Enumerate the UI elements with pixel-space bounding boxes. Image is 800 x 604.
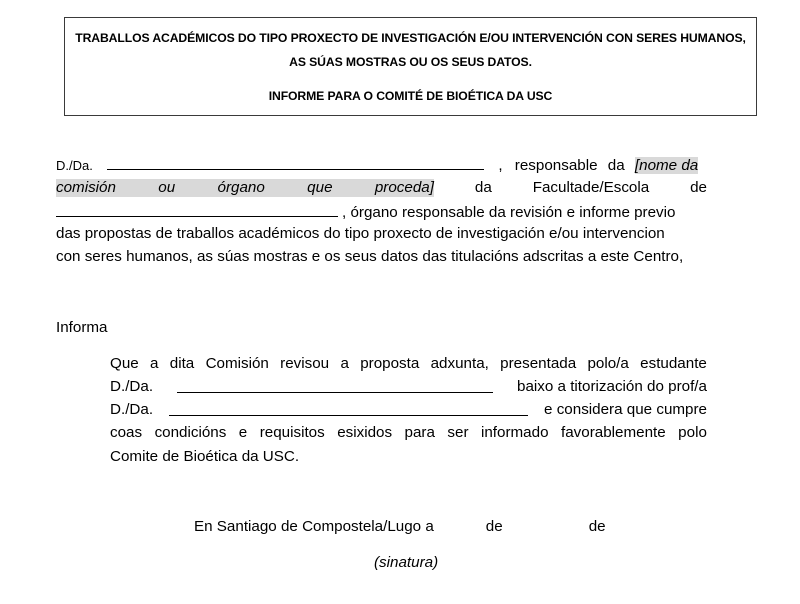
para2-line2 [110, 378, 707, 396]
header-title-line2: AS SÚAS MOSTRAS OU OS SEUS DATOS. [289, 55, 532, 69]
word: ser [447, 424, 469, 441]
comma-text: , [498, 157, 503, 174]
dda-label: D./Da. [56, 158, 93, 173]
word: Que [110, 355, 139, 372]
facultade-text: Facultade/Escola [532, 179, 650, 196]
da-text: da [607, 157, 625, 174]
word: e [238, 424, 248, 441]
word: Comisión [205, 355, 269, 372]
word: polo [678, 424, 707, 441]
para2-line1 [110, 355, 707, 373]
titorizacion-text: baixo a titorización do prof/a [517, 378, 707, 395]
word: a [150, 355, 159, 372]
word: proposta [360, 355, 420, 372]
placeholder-word: proceda] [374, 179, 434, 196]
placeholder-word: comisión [56, 179, 116, 196]
header-title-line1: TRABALLOS ACADÉMICOS DO TIPO PROXECTO DE INVESTIGACIÓN E/OU INTERVENCIÓN CON SERES HUMANOS, [75, 31, 746, 45]
dda-label: D./Da. [110, 378, 154, 395]
placeholder-word: ou [158, 179, 176, 196]
word: requisitos [259, 424, 325, 441]
place-text: En Santiago de Compostela/Lugo a [194, 518, 434, 535]
word: revisou [280, 355, 330, 372]
placeholder-word: órgano [217, 179, 265, 196]
word: adxunta, [430, 355, 489, 372]
para2-line4 [110, 424, 707, 442]
considera-text: e considera que cumpre [544, 401, 707, 418]
signature-label: (sinatura) [374, 554, 439, 571]
informa-heading: Informa [56, 319, 108, 336]
word: dita [169, 355, 195, 372]
para1-line4: das propostas de traballos académicos do tipo proxecto de investigación e/ou intervencion [56, 225, 665, 242]
dda-label: D./Da. [110, 401, 154, 418]
word: esixidos [337, 424, 393, 441]
para1-line1 [56, 155, 707, 175]
placeholder-comision-highlight [56, 179, 434, 197]
name-blank-field[interactable] [107, 155, 484, 170]
de-text-1: de [485, 518, 503, 535]
word: a [340, 355, 349, 372]
closing-place-date [194, 518, 606, 536]
word: estudante [640, 355, 707, 372]
para2-line5: Comite de Bioética da USC. [110, 448, 300, 465]
word: polo/a [587, 355, 629, 372]
de-text-2: de [588, 518, 606, 535]
word: coas [110, 424, 143, 441]
para1-line3 [56, 202, 675, 222]
para1-line5: con seres humanos, as súas mostras e os seus datos das titulacións adscritas a este Centro, [56, 248, 684, 265]
organo-text: , órgano responsable da revisión e informe previo [342, 204, 676, 221]
header-subtitle: INFORME PARA O COMITÉ DE BIOÉTICA DA USC [268, 89, 553, 103]
placeholder-nome-da: [nome da [634, 157, 699, 174]
word: condicións [154, 424, 227, 441]
responsable-text: responsable [514, 157, 598, 174]
placeholder-word: que [307, 179, 333, 196]
student-blank-field[interactable] [177, 378, 493, 393]
word: favorablemente [561, 424, 666, 441]
da-text: da [474, 179, 492, 196]
faculty-blank-field[interactable] [56, 202, 338, 217]
para1-line2 [56, 179, 707, 197]
word: presentada [500, 355, 577, 372]
document-header-box [64, 17, 757, 116]
professor-blank-field[interactable] [169, 401, 528, 416]
word: informado [480, 424, 549, 441]
word: para [404, 424, 435, 441]
de-text: de [690, 179, 707, 196]
para2-line3 [110, 401, 707, 419]
